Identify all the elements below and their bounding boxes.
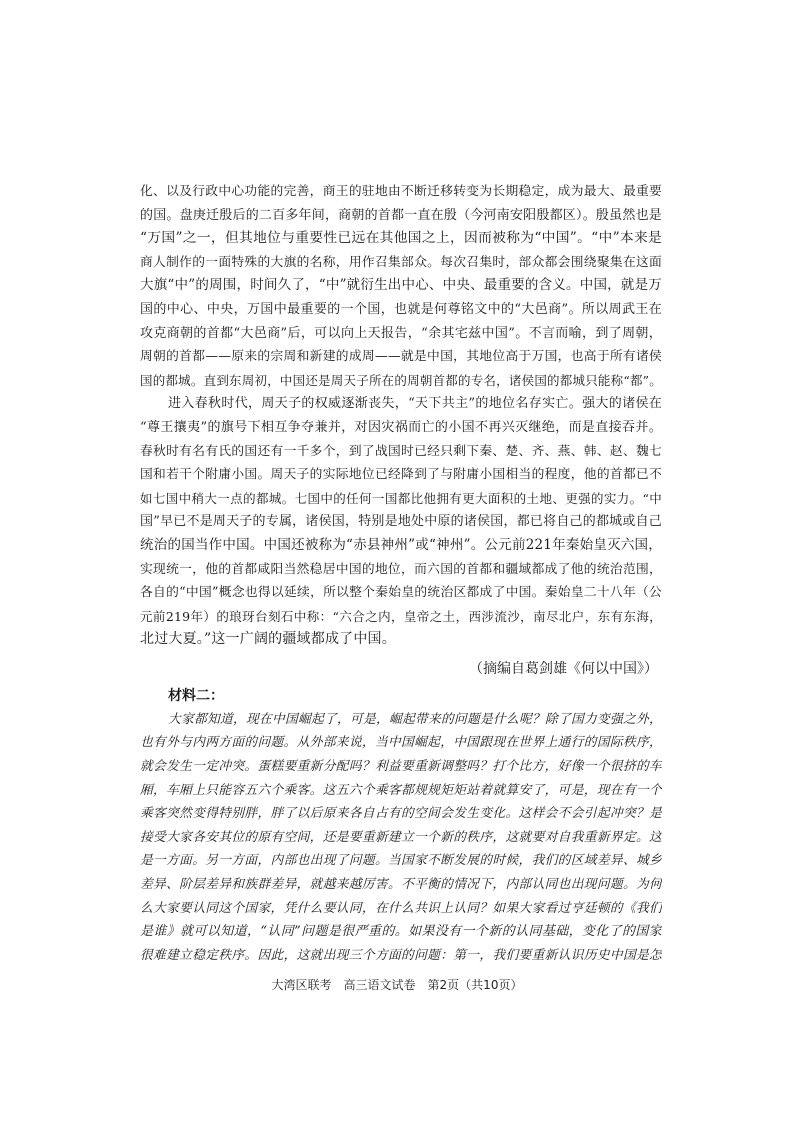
page-footer: 大湾区联考 高三语文试卷 第2页（共10页） bbox=[271, 978, 523, 992]
text-line: 国和若干个附庸小国。周天子的实际地位已经降到了与附庸小国相当的程度，他的首都已不 bbox=[140, 467, 662, 483]
text-line: 大旗“中”的周围，时间久了，“中”就衍生出中心、中央、最重要的含义。中国，就是万 bbox=[140, 277, 662, 294]
text-line: 接受大家各安其位的原有空间，还是要重新建立一个新的秩序，这就要对自我重新界定。这 bbox=[140, 829, 662, 845]
text-line: 的国。盘庚迁殷后的二百多年间，商朝的首都一直在殷（今河南安阳殷都区）。殷虽然也是 bbox=[140, 207, 662, 223]
source-citation: （摘编自葛剑雄《何以中国》） bbox=[469, 660, 658, 677]
text-line: 差异、阶层差异和族群差异，就越来越厉害。不平衡的情况下，内部认同也出现问题。为何 bbox=[140, 877, 662, 893]
text-line: 大家都知道，现在中国崛起了，可是，崛起带来的问题是什么呢？除了国力变强之外， bbox=[168, 711, 662, 727]
text-line: “万国”之一，但其地位与重要性已远在其他国之上，因而被称为“中国”。“中”本来是 bbox=[140, 230, 662, 247]
text-line: 进入春秋时代，周天子的权威逐渐丧失，“天下共主”的地位名存实亡。强大的诸侯在 bbox=[168, 396, 662, 412]
text-line: 是谁》就可以知道，“认同”问题是很严重的。如果没有一个新的认同基础，变化了的国家 bbox=[140, 924, 662, 940]
text-line: 攻克商朝的首都“大邑商”后，可以向上天报告，“余其宅兹中国”。不言而喻，到了周朝， bbox=[140, 325, 662, 341]
text-line: 统治的国当作中国。中国还被称为“赤县神州”或“神州”。公元前221年秦始皇灭六国， bbox=[140, 536, 662, 553]
text-line: 国”早已不是周天子的专属，诸侯国，特别是地处中原的诸侯国，都已将自己的都城或自己 bbox=[140, 514, 662, 530]
text-line: 春秋时有名有氏的国还有一千多个，到了战国时已经只剩下秦、楚、齐、燕、韩、赵、魏七 bbox=[140, 443, 662, 459]
text-line: 周朝的首都——原来的宗周和新建的成周——就是中国，其地位高于万国，也高于所有诸侯 bbox=[140, 349, 662, 365]
text-line: 各自的“中国”概念也得以延续，所以整个秦始皇的统治区都成了中国。秦始皇二十八年（公 bbox=[140, 585, 662, 601]
text-line: 国的都城。直到东周初，中国还是周天子所在的周朝首都的专名，诸侯国的都城只能称“都”。 bbox=[140, 372, 662, 388]
text-line: 北过大夏。”这一广阔的疆域都成了中国。 bbox=[140, 631, 396, 648]
material1-paragraph2 bbox=[140, 392, 662, 652]
material2-heading: 材料二： bbox=[168, 687, 224, 704]
text-line: 元前219年）的琅玡台刻石中称：“六合之内，皇帝之土，西涉流沙，南尽北户，东有东海， bbox=[140, 608, 662, 624]
text-line: 商人制作的一面特殊的大旗的名称，用作召集部众。每次召集时，部众都会围绕聚集在这面 bbox=[140, 254, 662, 270]
text-line: 是一方面。另一方面，内部也出现了问题。当国家不断发展的时候，我们的区域差异、城乡 bbox=[140, 853, 662, 869]
text-line: 么大家要认同这个国家，凭什么要认同，在什么共识上认同？如果大家看过亨廷顿的《我们 bbox=[140, 900, 662, 916]
text-line: 国的中心、中央，万国中最重要的一个国，也就是何尊铭文中的“大邑商”。所以周武王在 bbox=[140, 301, 662, 317]
text-line: “尊王攘夷”的旗号下相互争夺兼并，对因灾祸而亡的小国不再兴灭继绝，而是直接吞并。 bbox=[140, 419, 662, 435]
text-line: 乘客突然变得特别胖，胖了以后原来各自占有的空间会发生变化。这样会不会引起冲突？是 bbox=[140, 806, 662, 822]
text-line: 也有外与内两方面的问题。从外部来说，当中国崛起，中国跟现在世界上通行的国际秩序， bbox=[140, 735, 662, 751]
text-line: 就会发生一定冲突。蛋糕要重新分配吗？利益要重新调整吗？打个比方，好像一个很挤的车 bbox=[140, 759, 662, 775]
text-line: 很难建立稳定秩序。因此，这就出现三个方面的问题：第一，我们要重新认识历史中国是怎 bbox=[140, 947, 662, 963]
page-body bbox=[140, 180, 662, 967]
text-line: 实现统一，他的首都咸阳当然稳居中国的地位，而六国的首都和疆域都成了他的统治范围， bbox=[140, 561, 662, 577]
text-line: 如七国中稍大一点的都城。七国中的任何一国都比他拥有更大面积的土地、更强的实力。“中 bbox=[140, 490, 662, 506]
material2-paragraph bbox=[140, 708, 662, 968]
material1-paragraph1 bbox=[140, 180, 662, 392]
text-line: 化、以及行政中心功能的完善，商王的驻地由不断迁移转变为长期稳定，成为最大、最重要 bbox=[140, 184, 662, 199]
text-line: 厢，车厢上只能容五六个乘客。这五六个乘客都规规矩矩站着就算安了，可是，现在有一个 bbox=[140, 782, 662, 798]
